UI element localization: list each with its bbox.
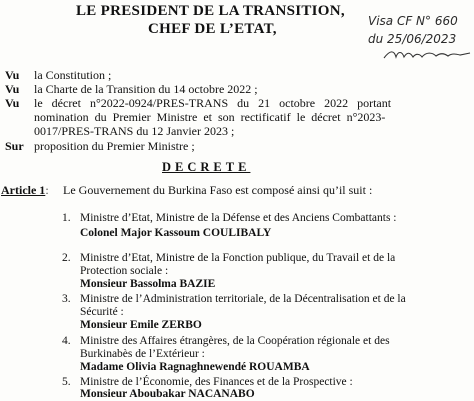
header-subtitle: CHEF DE L’ETAT, [148, 21, 277, 37]
header-title: LE PRESIDENT DE LA TRANSITION, [76, 3, 345, 19]
list-item-number: 2. [62, 252, 71, 264]
article-label: Article 1 [1, 183, 46, 197]
vu-label: Vu [5, 96, 20, 110]
vu-text: le décret n°2022-0924/PRES-TRANS du 21 octobre 2022 portant [34, 96, 392, 110]
minister-name: Monsieur Aboubakar NACANABO [80, 388, 255, 400]
vu-text: 0017/PRES-TRANS du 12 Janvier 2023 ; [34, 124, 235, 138]
list-item-number: 5. [62, 376, 71, 388]
article-intro: Le Gouvernement du Burkina Faso est composé ainsi qu’il suit : [63, 183, 373, 197]
ministry-title: Burkinabès de l’Extérieur : [80, 348, 205, 360]
minister-name: Monsieur Bassolma BAZIE [80, 278, 216, 290]
ministry-title: Ministre d’Etat, Ministre de la Défense et des Anciens Combattants : [80, 212, 397, 224]
list-item-number: 3. [62, 293, 71, 305]
ministry-title: Sécurité : [80, 306, 124, 318]
ministry-title: Ministre des Affaires étrangères, de la Coopération régionale et des [80, 335, 390, 347]
minister-name: Colonel Major Kassoum COULIBALY [80, 227, 272, 239]
sur-label: Sur [5, 139, 24, 153]
ministry-title: Protection sociale : [80, 265, 169, 277]
visa-date: du 25/06/2023 [368, 32, 457, 46]
list-item-number: 1. [62, 212, 71, 224]
vu-text: la Constitution ; [34, 68, 112, 82]
minister-name: Madame Olivia Ragnaghnewendé ROUAMBA [80, 361, 310, 373]
vu-text: nomination du Premier Ministre et son rectificatif le décret n°2023- [34, 110, 386, 124]
visa-signature [382, 48, 472, 62]
vu-label: Vu [5, 82, 20, 96]
sur-text: proposition du Premier Ministre ; [34, 139, 195, 153]
ministry-title: Ministre d’Etat, Ministre de la Fonction publique, du Travail et de la [80, 252, 396, 264]
list-item-number: 4. [62, 335, 71, 347]
ministry-title: Ministre de l’Administration territoriale, de la Décentralisation et de la [80, 293, 406, 305]
vu-text: la Charte de la Transition du 14 octobre 2022 ; [34, 82, 258, 96]
article-label-wrap: Article 1: [1, 183, 49, 197]
vu-label: Vu [5, 68, 20, 82]
minister-name: Monsieur Emile ZERBO [80, 319, 202, 331]
decrete-heading: DECRETE [162, 160, 251, 174]
ministry-title: Ministre de l’Économie, des Finances et de la Prospective : [80, 376, 353, 388]
visa-number: Visa CF N° 660 [368, 14, 458, 28]
